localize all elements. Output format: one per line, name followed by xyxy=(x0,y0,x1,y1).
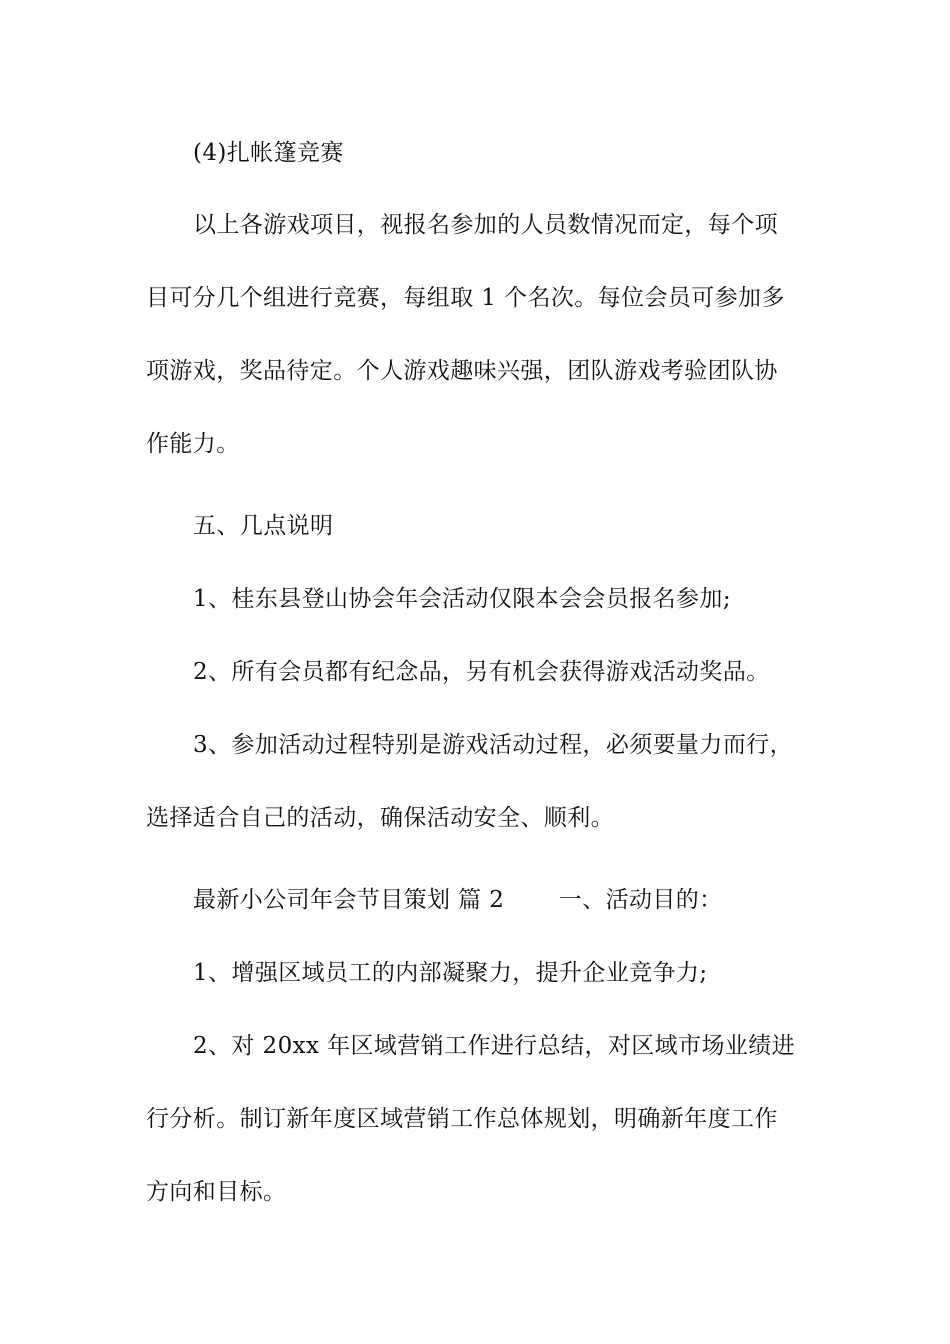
text-line: 1、增强区域员工的内部凝聚力，提升企业竞争力; xyxy=(193,960,708,986)
text-line: 目可分几个组进行竞赛，每组取 1 个名次。每位会员可参加多 xyxy=(146,285,785,311)
text-line-subheading: (4)扎帐篷竞赛 xyxy=(193,140,344,166)
text-line: 2、所有会员都有纪念品，另有机会获得游戏活动奖品。 xyxy=(193,659,770,685)
text-line: 2、对 20xx 年区域营销工作进行总结，对区域市场业绩进 xyxy=(193,1033,796,1059)
text-line: 选择适合自己的活动，确保活动安全、顺利。 xyxy=(146,805,614,831)
text-line: 行分析。制订新年度区域营销工作总体规划，明确新年度工作 xyxy=(146,1106,778,1132)
text-line: 方向和目标。 xyxy=(146,1179,287,1205)
text-line-section-title: 最新小公司年会节目策划 篇 2 一、活动目的： xyxy=(193,887,723,913)
section-heading: 五、几点说明 xyxy=(193,513,334,539)
text-line: 3、参加活动过程特别是游戏活动过程，必须要量力而行， xyxy=(193,732,794,758)
text-line: 以上各游戏项目，视报名参加的人员数情况而定，每个项 xyxy=(193,212,778,238)
text-line: 项游戏，奖品待定。个人游戏趣味兴强，团队游戏考验团队协 xyxy=(146,358,778,384)
text-line: 作能力。 xyxy=(146,431,240,457)
text-line: 1、桂东县登山协会年会活动仅限本会会员报名参加; xyxy=(193,586,731,612)
